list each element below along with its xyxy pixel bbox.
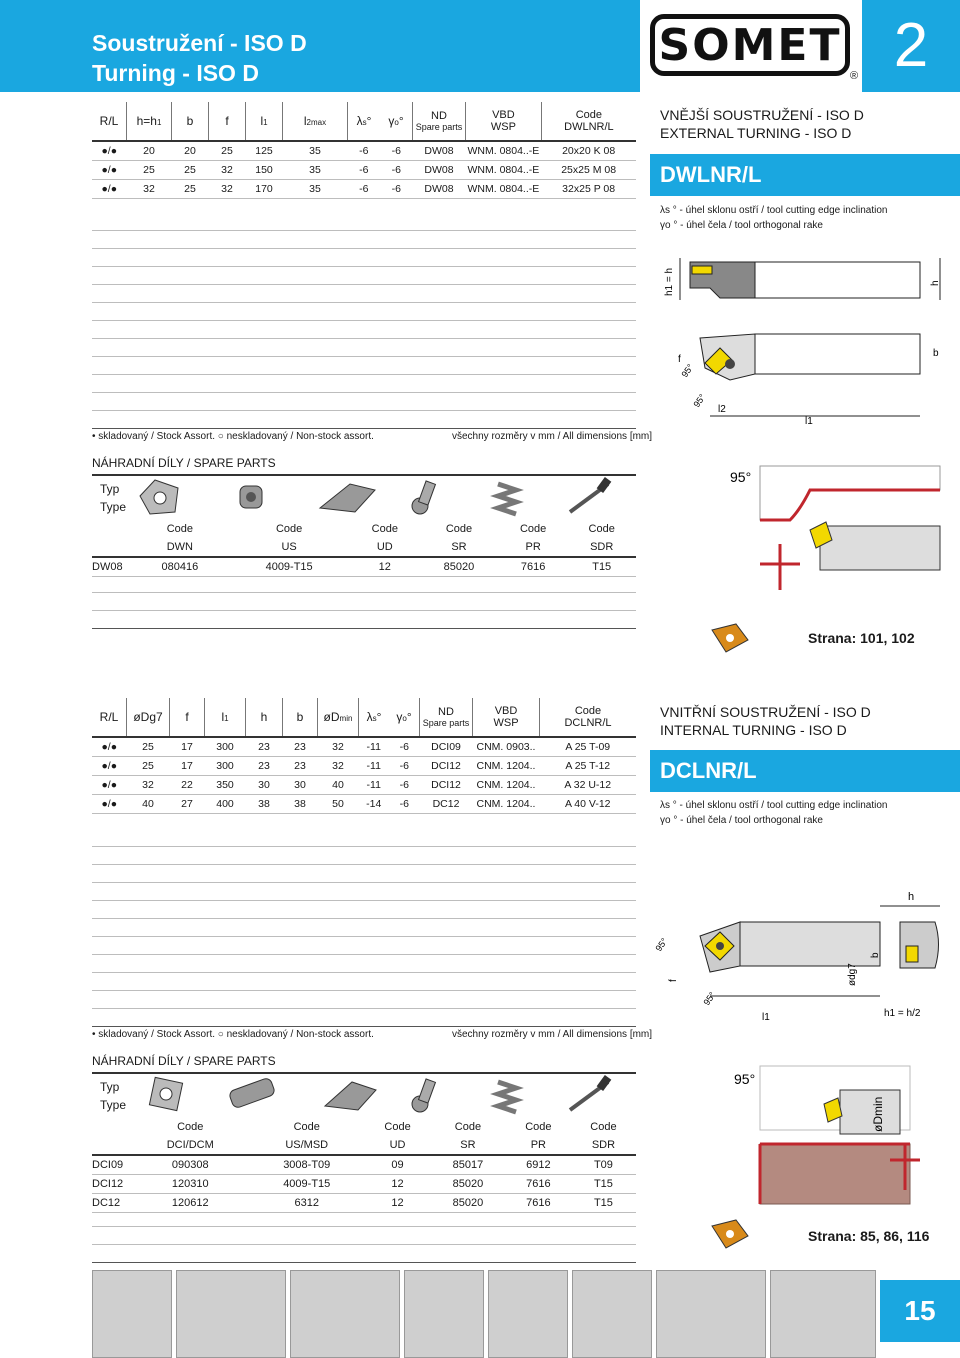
page-reference: Strana: 101, 102 [808, 630, 915, 646]
somet-logo: SOMET [650, 14, 850, 76]
dim-l2: l2 [718, 404, 726, 415]
insert-icon [140, 480, 178, 514]
internal-spec-table: R/L øDg7 f l1 h b øDmin λs° γo° ND Spare parts VBD WSP Code DCLNR/L ●/● 25 17 300 23 23 32 -11 -6 DCI09 CNM. 0903.. A 25 T-09 ●/● 25 17 300 23 23 32 -11 -6 DCI12 CNM. 1204.. A 25 T-12 ●/● 32 22 350 30 30 40 -11 -6 DCI12 CNM. 1204.. A 32 U-12 ●/● 40 27 400 38 38 50 -14 -6 DC12 CNM. 1204.. A 40 V-12 [92, 698, 636, 814]
stock-note: • skladovaný / Stock Assort. ○ neskladovaný / Non-stock assort. [92, 431, 374, 442]
dim-f: f [678, 354, 681, 365]
dimensions-note: všechny rozměry v mm / All dimensions [mm] [452, 431, 653, 442]
table-row: ●/● 32 25 32 170 35 -6 -6 DW08 WNM. 0804..-E 32x25 P 08 [92, 180, 636, 199]
wrench-icon [570, 477, 611, 512]
external-spare-table: Code Code Code Code Code Code DWN US UD SR PR SDR DW08 080416 4009-T15 12 85020 7616 T15 [92, 520, 636, 577]
table-row: DCI09 090308 3008-T09 09 85017 6912 T09 [92, 1155, 636, 1175]
spare-type-label: Typ Type [100, 482, 127, 514]
dim-l1: l1 [762, 1012, 770, 1023]
shim-screw-icon [412, 481, 435, 514]
wrench-icon [570, 1075, 611, 1110]
dimensions-note: všechny rozměry v mm / All dimensions [mm] [452, 1029, 653, 1040]
col-lambda: λs° [348, 102, 381, 141]
col-vbd: VBD WSP [466, 102, 542, 141]
dim-l1: l1 [805, 416, 813, 427]
dim-h1h: h1 = h [664, 267, 675, 296]
section-title: VNĚJŠÍ SOUSTRUŽENÍ - ISO D EXTERNAL TURNING - ISO D [660, 107, 864, 141]
angle-a2: 95° [701, 990, 718, 1008]
product-photo-8 [770, 1270, 876, 1358]
dim-h: h [908, 891, 915, 903]
screw-icon [240, 486, 262, 508]
col-nd: ND Spare parts [413, 102, 466, 141]
dim-dg7: ødg7 [847, 963, 858, 986]
internal-tool-diagram [650, 886, 950, 1026]
insert-thumbnail-icon [708, 620, 758, 656]
spare-type-label: Typ Type [100, 1080, 127, 1112]
dim-b: b [933, 348, 939, 359]
stock-note: • skladovaný / Stock Assort. ○ neskladovaný / Non-stock assort. [92, 1029, 374, 1040]
internal-angle-diagram [720, 1060, 950, 1210]
internal-spare-table: Code Code Code Code Code Code DCI/DCM US/MSD UD SR PR SDR DCI09 090308 3008-T09 09 85017 6912 T09 DCI12 120310 4009-T15 12 85020 7616 T15 DC12 120612 6312 12 85020 7616 T15 [92, 1118, 636, 1213]
product-photo-5 [488, 1270, 568, 1358]
external-angle-diagram [720, 460, 950, 600]
spring-icon [498, 1082, 516, 1112]
clamp-icon [325, 1082, 376, 1110]
dim-b: b [870, 952, 881, 958]
product-photo-4 [404, 1270, 484, 1358]
insert-icon [149, 1077, 182, 1110]
page-reference: Strana: 85, 86, 116 [808, 1228, 930, 1244]
holder-code-title: DCLNR/L [650, 750, 960, 792]
dim-h1: h1 = h/2 [884, 1008, 921, 1019]
table-row: ●/● 25 17 300 23 23 32 -11 -6 DCI12 CNM. 1204.. A 25 T-12 [92, 757, 636, 776]
spare-part-icons [130, 1074, 640, 1116]
legend: λs ° - úhel sklonu ostří / tool cutting edge inclination γo ° - úhel čela / tool orthogonal rake [660, 205, 888, 231]
angle-a1: 95° [679, 362, 696, 380]
col-l2max: l2max [283, 102, 348, 141]
col-hh1: h=h1 [127, 102, 172, 141]
section-title: VNITŘNÍ SOUSTRUŽENÍ - ISO D INTERNAL TURNING - ISO D [660, 704, 871, 738]
product-photo-6 [572, 1270, 652, 1358]
table-row: ●/● 40 27 400 38 38 50 -14 -6 DC12 CNM. 1204.. A 40 V-12 [92, 795, 636, 814]
product-photo-3 [290, 1270, 400, 1358]
table-row: ●/● 25 25 32 150 35 -6 -6 DW08 WNM. 0804..-E 25x25 M 08 [92, 161, 636, 180]
col-b: b [172, 102, 209, 141]
angle-a1: 95° [653, 936, 670, 954]
dim-f: f [668, 979, 679, 982]
legend: λs ° - úhel sklonu ostří / tool cutting edge inclination γo ° - úhel čela / tool orthogonal rake [660, 800, 888, 826]
table-row: ●/● 20 20 25 125 35 -6 -6 DW08 WNM. 0804..-E 20x20 K 08 [92, 141, 636, 161]
external-tool-diagram [650, 248, 960, 428]
angle-label: 95° [734, 1071, 756, 1087]
col-code: Code DWLNR/L [541, 102, 636, 141]
angle-label: 95° [730, 469, 752, 485]
page-title: Soustružení - ISO D Turning - ISO D [92, 30, 307, 86]
spare-parts-title: NÁHRADNÍ DÍLY / SPARE PARTS [92, 456, 276, 470]
product-photo-2 [176, 1270, 286, 1358]
clamp-icon [320, 484, 375, 512]
spare-part-icons [130, 476, 640, 518]
dim-dmin: øDmin [871, 1096, 885, 1132]
dim-h: h [930, 280, 941, 286]
col-rl: R/L [92, 102, 127, 141]
spare-parts-title: NÁHRADNÍ DÍLY / SPARE PARTS [92, 1054, 276, 1068]
table-row: DCI12 120310 4009-T15 12 85020 7616 T15 [92, 1175, 636, 1194]
angle-a2: 95° [691, 392, 708, 410]
insert-thumbnail-icon [708, 1216, 758, 1252]
external-spec-table [92, 102, 636, 199]
table-row: ●/● 32 22 350 30 30 40 -11 -6 DCI12 CNM. 1204.. A 32 U-12 [92, 776, 636, 795]
table-row: DC12 120612 6312 12 85020 7616 T15 [92, 1194, 636, 1213]
registered-mark: ® [850, 70, 859, 82]
holder-code-title: DWLNR/L [650, 154, 960, 196]
screw-icon [228, 1077, 276, 1109]
product-photo-1 [92, 1270, 172, 1358]
table-row: DW08 080416 4009-T15 12 85020 7616 T15 [92, 557, 636, 577]
table-row: ●/● 25 17 300 23 23 32 -11 -6 DCI09 CNM. 0903.. A 25 T-09 [92, 737, 636, 757]
col-l1: l1 [246, 102, 283, 141]
spring-icon [498, 484, 516, 514]
chapter-number: 2 [862, 0, 960, 92]
col-f: f [209, 102, 246, 141]
shim-screw-icon [412, 1079, 435, 1112]
product-photo-7 [656, 1270, 766, 1358]
page-number: 15 [880, 1280, 960, 1342]
col-gamma: γo° [380, 102, 413, 141]
